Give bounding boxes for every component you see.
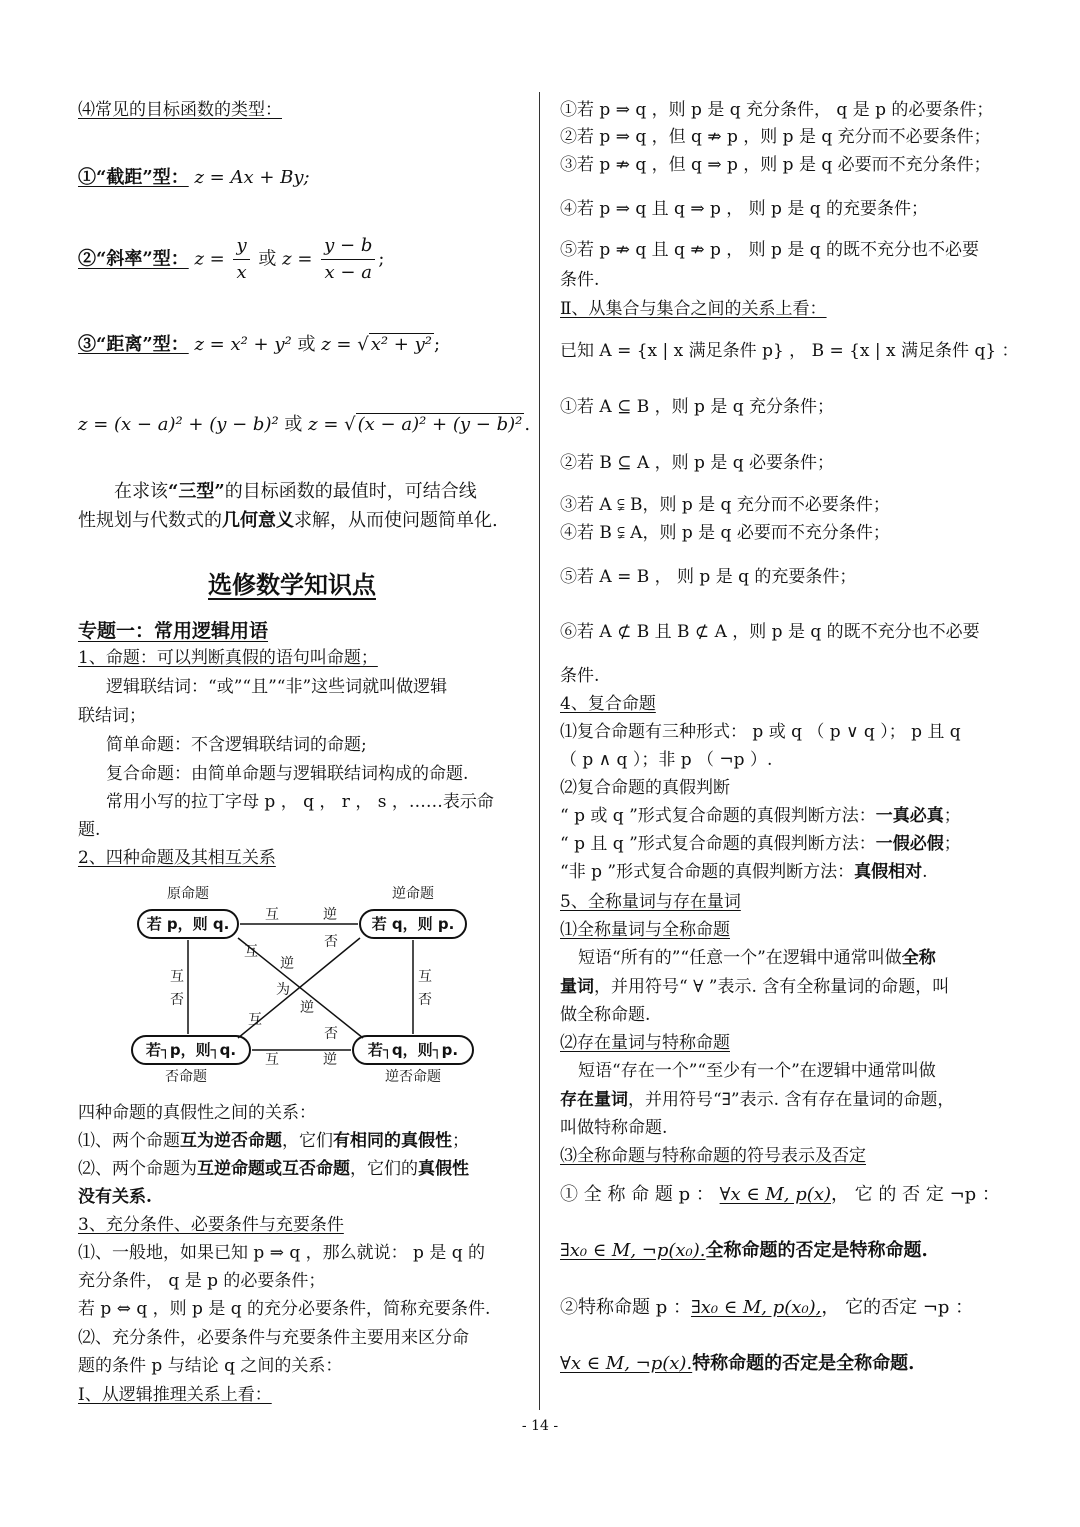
intercept-line: ①“截距”型： z = Ax + By; xyxy=(78,167,310,188)
r-line-11: ③若 A ⫋ B，则 p 是 q 充分而不必要条件； xyxy=(560,495,890,515)
r-line-4: ④若 p ⇒ q 且 q ⇒ p ， 则 p 是 q 的充要条件； xyxy=(560,199,929,219)
s3-line-5: 题的条件 p 与结论 q 之间的关系： xyxy=(78,1356,343,1376)
s5-sub-2: ⑵存在量词与特称命题 xyxy=(560,1033,730,1053)
s5-title: 5、全称量词与存在量词 xyxy=(560,892,741,912)
box-bl-text: 若┐p，则┐q. xyxy=(145,1041,237,1059)
s4-line-4: “ p 或 q ”形式复合命题的真假判断方法：一真必真； xyxy=(560,806,961,826)
para-line-1: 在求该“三型”的目标函数的最值时，可结合线 xyxy=(114,481,477,502)
top-ni: 逆 xyxy=(323,907,337,923)
s3-line-1: ⑴、一般地，如果已知 p ⇒ q ，那么就说： p 是 q 的 xyxy=(78,1243,486,1263)
s1-line-6: 题. xyxy=(78,820,101,840)
box-tl-text: 若 p，则 q. xyxy=(146,915,230,933)
s3-title: 3、充分条件、必要条件与充要条件 xyxy=(78,1215,344,1235)
box-br-text: 若┐q，则┐p. xyxy=(367,1041,459,1059)
r-line-1: ①若 p ⇒ q ，则 p 是 q 充分条件， q 是 p 的必要条件； xyxy=(560,100,994,120)
s3-line-4: ⑵、充分条件，必要条件与充要条件主要用来区分命 xyxy=(78,1328,469,1348)
x-hu-2: 互 xyxy=(248,1012,262,1028)
r-line-3: ③若 p ⇏ q ，但 q ⇒ p ，则 p 是 q 必要而不充分条件； xyxy=(560,155,991,175)
para-line-2: 性规划与代数式的几何意义求解，从而使问题简单化. xyxy=(78,510,498,531)
s5-sub-1: ⑴全称量词与全称命题 xyxy=(560,920,730,940)
sqrt-2: (x − a)² + (y − b)² xyxy=(357,414,523,435)
x-ni-2: 逆 xyxy=(300,1000,314,1016)
s4-line-2: （ p ∧ q ）；非 p （ ¬p ）. xyxy=(560,750,773,770)
s3-line-3: 若 p ⇔ q ，则 p 是 q 的充分必要条件，简称充要条件. xyxy=(78,1299,491,1319)
s5-line-3: 做全称命题. xyxy=(560,1005,651,1025)
truth-line-2: ⑵、两个命题为互逆命题或互否命题，它们的真假性 xyxy=(78,1159,469,1179)
r-line-9: ①若 A ⊆ B ，则 p 是 q 充分条件； xyxy=(560,397,835,417)
s3-line-6: Ⅰ、从逻辑推理关系上看： xyxy=(78,1385,272,1405)
sqrt-1: x² + y² xyxy=(370,334,432,355)
x-ni-1: 逆 xyxy=(280,956,294,972)
r-line-2: ②若 p ⇒ q ，但 q ⇏ p ，则 p 是 q 充分而不必要条件； xyxy=(560,127,991,147)
x-fou-2: 否 xyxy=(324,1026,338,1042)
s5-line-6: 叫做特称命题. xyxy=(560,1118,668,1138)
conv-label: 逆命题 xyxy=(392,886,434,902)
r-line-8: 已知 A = {x | x 满足条件 p} ， B = {x | x 满足条件 q} ： xyxy=(560,341,1019,361)
right-hu: 互 xyxy=(418,969,432,985)
s1-line-2: 联结词； xyxy=(78,706,146,726)
s5-line-2: 量词，并用符号“ ∀ ”表示. 含有全称量词的命题，叫 xyxy=(560,977,950,997)
bot-ni: 逆 xyxy=(323,1052,337,1068)
orig-label: 原命题 xyxy=(167,886,209,902)
slope-fraction-2: $\frac{y - b}{x - a}$ xyxy=(321,233,375,286)
topic-heading: 专题一：常用逻辑用语 xyxy=(78,620,269,642)
r-line-14: ⑥若 A ⊄ B 且 B ⊄ A ，则 p 是 q 的既不充分也不必要 xyxy=(560,622,980,642)
left-hu: 互 xyxy=(170,969,184,985)
s5-sub-3: ⑶全称命题与特称命题的符号表示及否定 xyxy=(560,1146,866,1166)
s1-title: 1、命题：可以判断真假的语句叫命题； xyxy=(78,648,378,668)
s5-line-4: 短语“存在一个”“至少有一个”在逻辑中通常叫做 xyxy=(578,1061,936,1081)
quant-line-4: ∀x ∈ M, ¬p(x).特称命题的否定是全称命题. xyxy=(560,1353,915,1374)
r-line-15: 条件. xyxy=(560,666,600,686)
r-line-7: Ⅱ、从集合与集合之间的关系上看： xyxy=(560,299,827,319)
page-number: - 14 - xyxy=(521,1418,559,1434)
bot-hu: 互 xyxy=(265,1052,279,1068)
s1-line-5: 常用小写的拉丁字母 p ， q ， r ， s ，……表示命 xyxy=(106,792,494,812)
s2-title: 2、四种命题及其相互关系 xyxy=(78,848,276,868)
distance2-line: z = (x − a)² + (y − b)² 或 z = √ (x − a)² + (y − b)² . xyxy=(78,414,531,435)
proposition-diagram xyxy=(128,880,528,1090)
s4-line-3: ⑵复合命题的真假判断 xyxy=(560,778,730,798)
column-divider xyxy=(539,92,540,1410)
section-title: 选修数学知识点 xyxy=(208,570,376,599)
quant-line-3: ②特称命题 p ：∃x₀ ∈ M, p(x₀),， 它的否定 ¬p ： xyxy=(560,1297,974,1318)
slope-fraction-1: $\frac{y}{x}$ xyxy=(233,233,249,286)
s4-line-6: “非 p ”形式复合命题的真假判断方法：真假相对. xyxy=(560,862,928,882)
s4-title: 4、复合命题 xyxy=(560,694,656,714)
s1-line-1: 逻辑联结词：“或”“且”“非”这些词就叫做逻辑 xyxy=(106,677,448,697)
truth-line-3: 没有关系. xyxy=(78,1187,152,1207)
s1-line-4: 复合命题：由简单命题与逻辑联结词构成的命题. xyxy=(106,764,469,784)
s1-line-3: 简单命题：不含逻辑联结词的命题; xyxy=(106,735,367,755)
s4-line-5: “ p 且 q ”形式复合命题的真假判断方法：一假必假； xyxy=(560,834,961,854)
quant-line-1: ① 全 称 命 题 p ： ∀x ∈ M, p(x)， 它 的 否 定 ¬p ： xyxy=(560,1184,1000,1205)
s4-line-1: ⑴复合命题有三种形式： p 或 q （ p ∨ q ）； p 且 q xyxy=(560,722,961,742)
contra-label: 逆否命题 xyxy=(385,1069,441,1085)
x-fou-1: 否 xyxy=(324,934,338,950)
s3-line-2: 充分条件， q 是 p 的必要条件； xyxy=(78,1271,326,1291)
slope-line: ②“斜率”型： z = $\frac{y}{x}$ 或 z = $\frac{y - b}{x - a}$ ; xyxy=(78,233,384,286)
inv-label: 否命题 xyxy=(165,1069,207,1085)
x-wei: 为 xyxy=(276,982,290,998)
r-line-13: ⑤若 A = B ， 则 p 是 q 的充要条件； xyxy=(560,567,857,587)
box-tr-text: 若 q，则 p. xyxy=(371,915,455,933)
r-line-6: 条件. xyxy=(560,270,600,290)
truth-line-1: ⑴、两个命题互为逆否命题，它们有相同的真假性； xyxy=(78,1131,469,1151)
truth-title: 四种命题的真假性之间的关系： xyxy=(78,1103,316,1123)
obj-types-title: ⑷常见的目标函数的类型： xyxy=(78,100,282,120)
s5-line-5: 存在量词，并用符号“∃”表示. 含有存在量词的命题， xyxy=(560,1090,955,1110)
top-hu: 互 xyxy=(265,907,279,923)
intercept-formula: z = Ax + By; xyxy=(194,167,310,188)
quant-line-2: ∃x₀ ∈ M, ¬p(x₀).全称命题的否定是特称命题. xyxy=(560,1240,928,1261)
x-hu-1: 互 xyxy=(244,944,258,960)
distance-line: ③“距离”型： z = x² + y² 或 z = √ x² + y² ; xyxy=(78,334,441,355)
r-line-10: ②若 B ⊆ A ，则 p 是 q 必要条件； xyxy=(560,453,835,473)
r-line-5: ⑤若 p ⇏ q 且 q ⇏ p ， 则 p 是 q 的既不充分也不必要 xyxy=(560,240,980,260)
r-line-12: ④若 B ⫋ A，则 p 是 q 必要而不充分条件； xyxy=(560,523,890,543)
s5-line-1: 短语“所有的”“任意一个”在逻辑中通常叫做全称 xyxy=(578,948,936,968)
left-fou: 否 xyxy=(170,992,184,1008)
right-fou: 否 xyxy=(418,992,432,1008)
